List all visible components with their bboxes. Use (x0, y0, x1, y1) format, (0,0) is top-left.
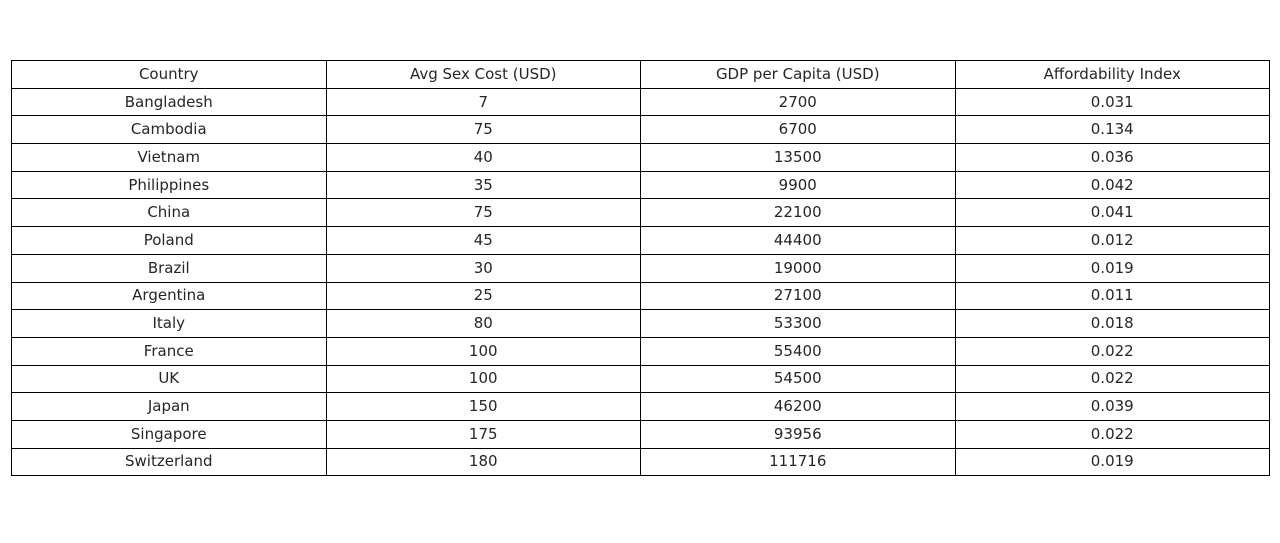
table-row (12, 171, 1270, 199)
table-cell: 0.011 (955, 282, 1270, 310)
table-cell: 0.012 (955, 227, 1270, 255)
table-cell: 30 (326, 254, 641, 282)
table-cell: Cambodia (12, 116, 327, 144)
table-cell: 55400 (641, 337, 956, 365)
column-header: Affordability Index (955, 61, 1270, 89)
table-cell: Bangladesh (12, 88, 327, 116)
table-cell: 93956 (641, 420, 956, 448)
table-cell: 6700 (641, 116, 956, 144)
table-cell: 0.022 (955, 365, 1270, 393)
table-cell: 180 (326, 448, 641, 476)
table-cell: 0.042 (955, 171, 1270, 199)
table-row (12, 337, 1270, 365)
table-cell: 13500 (641, 144, 956, 172)
table-row (12, 393, 1270, 421)
table-cell: 80 (326, 310, 641, 338)
table-cell: Vietnam (12, 144, 327, 172)
table-cell: 9900 (641, 171, 956, 199)
table-cell: 53300 (641, 310, 956, 338)
table-cell: 0.041 (955, 199, 1270, 227)
table-cell: 7 (326, 88, 641, 116)
table-cell: France (12, 337, 327, 365)
table-cell: Japan (12, 393, 327, 421)
table-body (12, 88, 1270, 476)
table-cell: 0.031 (955, 88, 1270, 116)
table-row (12, 310, 1270, 338)
table-cell: 100 (326, 337, 641, 365)
table-row (12, 448, 1270, 476)
table-header-row (12, 61, 1270, 89)
table-cell: 45 (326, 227, 641, 255)
table-cell: 0.019 (955, 254, 1270, 282)
table-row (12, 199, 1270, 227)
table-row (12, 116, 1270, 144)
table-row (12, 144, 1270, 172)
table-cell: 175 (326, 420, 641, 448)
table-cell: 44400 (641, 227, 956, 255)
table-cell: Singapore (12, 420, 327, 448)
data-table (11, 60, 1270, 476)
table-row (12, 227, 1270, 255)
column-header: GDP per Capita (USD) (641, 61, 956, 89)
table-cell: 19000 (641, 254, 956, 282)
table-cell: 25 (326, 282, 641, 310)
table-row (12, 282, 1270, 310)
table-cell: 2700 (641, 88, 956, 116)
table-cell: Switzerland (12, 448, 327, 476)
table-cell: 54500 (641, 365, 956, 393)
table-cell: 46200 (641, 393, 956, 421)
table-cell: Italy (12, 310, 327, 338)
table-cell: 35 (326, 171, 641, 199)
table-cell: 150 (326, 393, 641, 421)
table-cell: Brazil (12, 254, 327, 282)
table-cell: Poland (12, 227, 327, 255)
table-cell: 0.019 (955, 448, 1270, 476)
table-cell: Argentina (12, 282, 327, 310)
table-cell: 27100 (641, 282, 956, 310)
table-cell: 111716 (641, 448, 956, 476)
column-header: Avg Sex Cost (USD) (326, 61, 641, 89)
table-cell: 0.022 (955, 420, 1270, 448)
table-cell: 22100 (641, 199, 956, 227)
table-cell: 75 (326, 116, 641, 144)
table-row (12, 420, 1270, 448)
table-cell: Philippines (12, 171, 327, 199)
table-cell: 0.036 (955, 144, 1270, 172)
table-cell: China (12, 199, 327, 227)
table-cell: 0.134 (955, 116, 1270, 144)
table-row (12, 88, 1270, 116)
table-cell: 0.022 (955, 337, 1270, 365)
table-row (12, 254, 1270, 282)
table-cell: UK (12, 365, 327, 393)
table-cell: 40 (326, 144, 641, 172)
table-row (12, 365, 1270, 393)
table-cell: 75 (326, 199, 641, 227)
table-cell: 100 (326, 365, 641, 393)
column-header: Country (12, 61, 327, 89)
data-table-container (11, 60, 1270, 476)
table-cell: 0.039 (955, 393, 1270, 421)
table-cell: 0.018 (955, 310, 1270, 338)
